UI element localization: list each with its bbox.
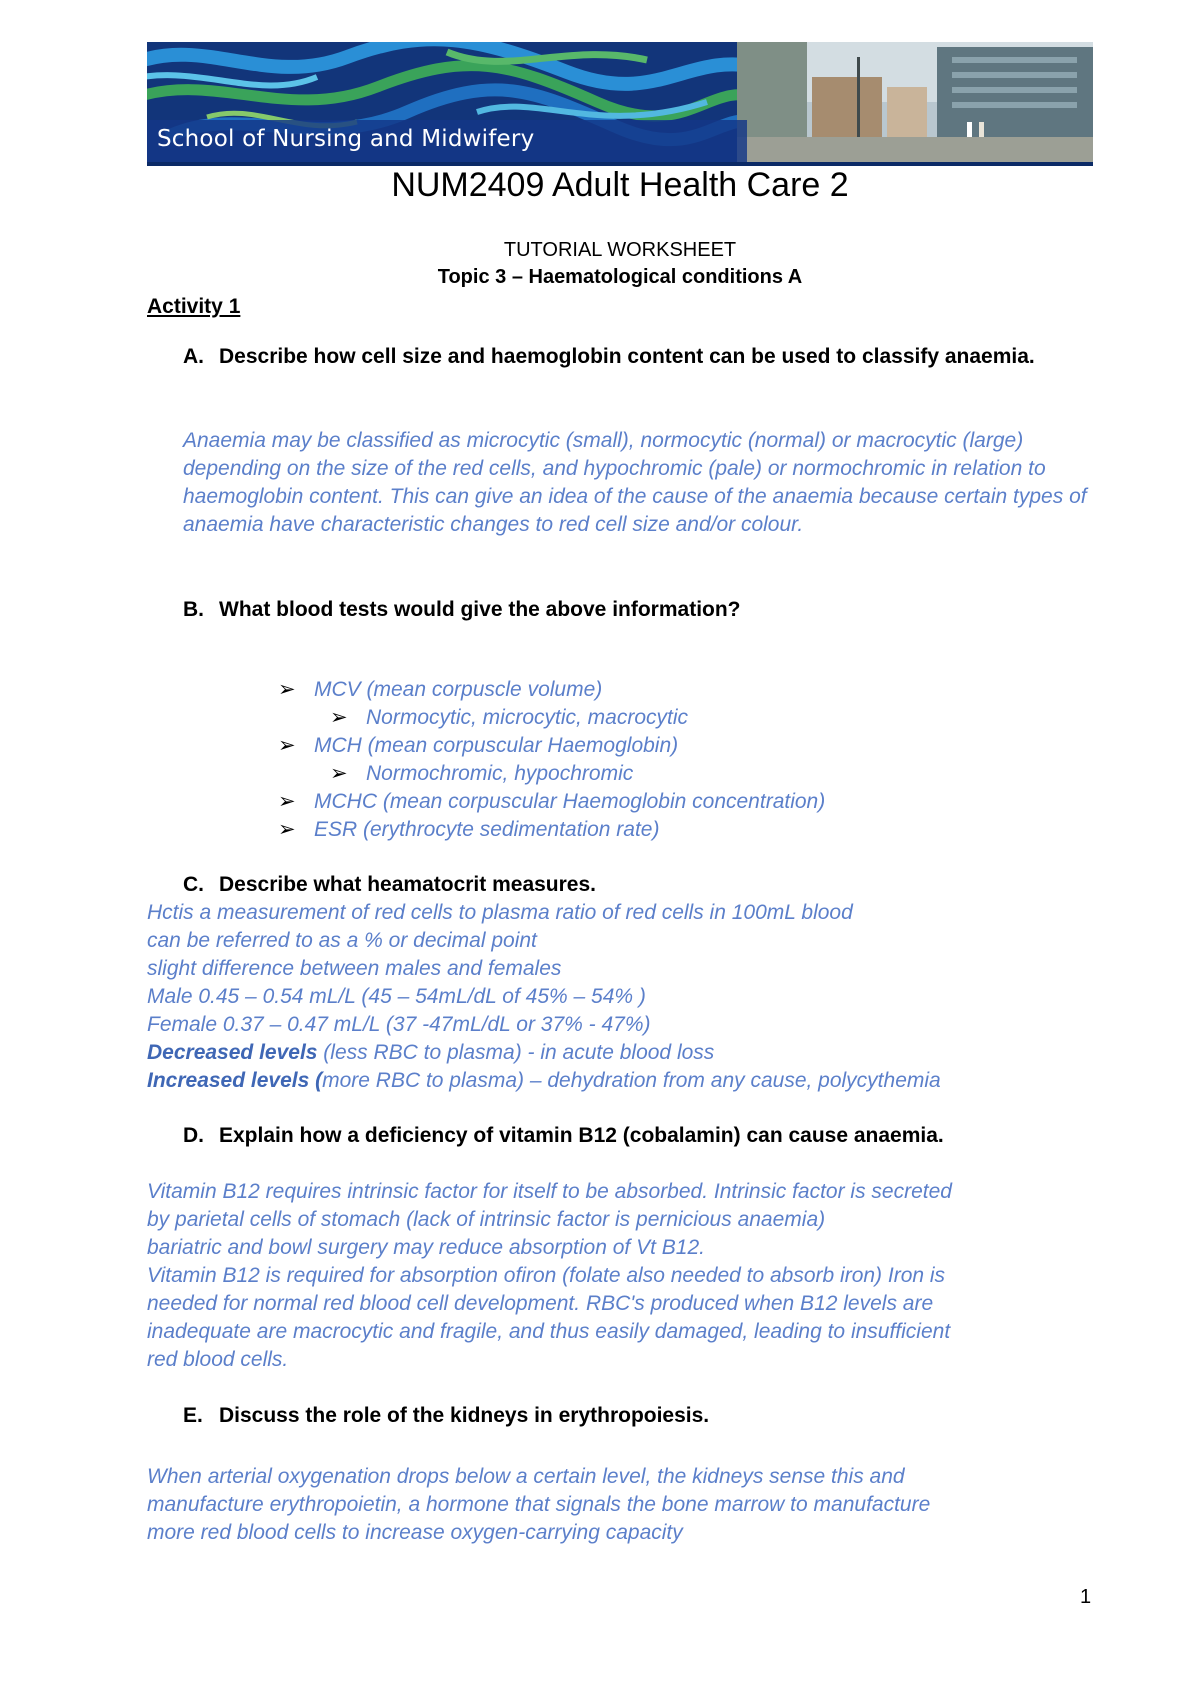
- worksheet-title: TUTORIAL WORKSHEET: [503, 239, 737, 261]
- answer-c-line: slight difference between males and females: [147, 957, 562, 980]
- activity-heading: Activity 1: [147, 295, 241, 318]
- question-e-letter: E.: [183, 1404, 203, 1427]
- answer-c-increased: Increased levels (more RBC to plasma) – dehydration from any cause, polycythemia: [147, 1069, 941, 1092]
- answer-e-line: manufacture erythropoietin, a hormone that signals the bone marrow to manufacture: [147, 1493, 931, 1516]
- arrow-bullet-icon: ➢: [278, 678, 296, 701]
- school-banner: [147, 42, 1093, 166]
- bullet-mchc: ➢ MCHC (mean corpuscular Haemoglobin concentration): [278, 788, 825, 816]
- answer-d-line: Vitamin B12 is required for absorption ofiron (folate also needed to absorb iron) Iron is: [147, 1264, 946, 1287]
- school-name: School of Nursing and Midwifery: [157, 126, 535, 152]
- question-e-text: Discuss the role of the kidneys in erythropoiesis.: [219, 1404, 710, 1427]
- banner-label-bar: [147, 120, 747, 162]
- bullet-mch-sub: ➢ Normochromic, hypochromic: [330, 760, 633, 788]
- question-b-letter: B.: [183, 598, 204, 621]
- question-d: [183, 1122, 1063, 1150]
- document-title: NUM2409 Adult Health Care 2: [391, 166, 849, 204]
- answer-d-line: Vitamin B12 requires intrinsic factor for itself to be absorbed. Intrinsic factor is secreted: [147, 1180, 952, 1203]
- question-c-letter: C.: [183, 873, 204, 896]
- arrow-bullet-icon: ➢: [330, 706, 348, 729]
- answer-e-line: more red blood cells to increase oxygen-carrying capacity: [147, 1521, 683, 1544]
- answer-d: [147, 1178, 1097, 1374]
- answer-c: [147, 899, 1097, 1095]
- bullet-mcv: ➢ MCV (mean corpuscle volume): [278, 676, 602, 704]
- topic-title: Topic 3 – Haematological conditions A: [437, 266, 803, 288]
- answer-d-line: needed for normal red blood cell development. RBC's produced when B12 levels are: [147, 1292, 934, 1315]
- question-b: [183, 596, 1063, 624]
- answer-c-decreased: Decreased levels (less RBC to plasma) - in acute blood loss: [147, 1041, 715, 1064]
- question-a-letter: A.: [183, 345, 204, 368]
- answer-d-line: red blood cells.: [147, 1348, 289, 1371]
- question-c: [183, 871, 1063, 899]
- question-d-letter: D.: [183, 1124, 204, 1147]
- bullet-mch: ➢ MCH (mean corpuscular Haemoglobin): [278, 732, 678, 760]
- answer-d-line: bariatric and bowl surgery may reduce absorption of Vt B12.: [147, 1236, 705, 1259]
- arrow-bullet-icon: ➢: [278, 734, 296, 757]
- bullet-esr: ➢ ESR (erythrocyte sedimentation rate): [278, 816, 659, 844]
- arrow-bullet-icon: ➢: [278, 818, 296, 841]
- answer-d-line: by parietal cells of stomach (lack of intrinsic factor is pernicious anaemia): [147, 1208, 826, 1231]
- arrow-bullet-icon: ➢: [278, 790, 296, 813]
- question-a: [183, 343, 1063, 371]
- answer-e: [147, 1463, 1097, 1547]
- page-number: 1: [1080, 1586, 1092, 1608]
- answer-e-line: When arterial oxygenation drops below a certain level, the kidneys sense this and: [147, 1465, 905, 1488]
- answer-c-line: Hctis a measurement of red cells to plasma ratio of red cells in 100mL blood: [147, 901, 853, 924]
- answer-d-line: inadequate are macrocytic and fragile, and thus easily damaged, leading to insufficient: [147, 1320, 951, 1343]
- bullet-mcv-sub: ➢ Normocytic, microcytic, macrocytic: [330, 704, 688, 732]
- question-c-text: Describe what heamatocrit measures.: [219, 873, 596, 896]
- answer-c-line: can be referred to as a % or decimal point: [147, 929, 537, 952]
- campus-photo: [737, 42, 1093, 162]
- question-b-text: What blood tests would give the above information?: [219, 598, 741, 621]
- question-e: [183, 1402, 1063, 1430]
- answer-c-line: Female 0.37 – 0.47 mL/L (37 -47mL/dL or 37% - 47%): [147, 1013, 651, 1036]
- question-d-text: Explain how a deficiency of vitamin B12 (cobalamin) can cause anaemia.: [219, 1124, 944, 1147]
- arrow-bullet-icon: ➢: [330, 762, 348, 785]
- answer-c-line: Male 0.45 – 0.54 mL/L (45 – 54mL/dL of 45% – 54% ): [147, 985, 646, 1008]
- question-a-text: Describe how cell size and haemoglobin content can be used to classify anaemia.: [219, 345, 1035, 368]
- answer-a: Anaemia may be classified as microcytic (small), normocytic (normal) or macrocytic (large) depending on the size of the red cells, and hypochromic (pale) or normochromic in relation to haemoglobin content. This can give an idea of the cause of the anaemia because certain types of anaemia have characteristic changes to red cell size and/or colour.: [183, 429, 1087, 536]
